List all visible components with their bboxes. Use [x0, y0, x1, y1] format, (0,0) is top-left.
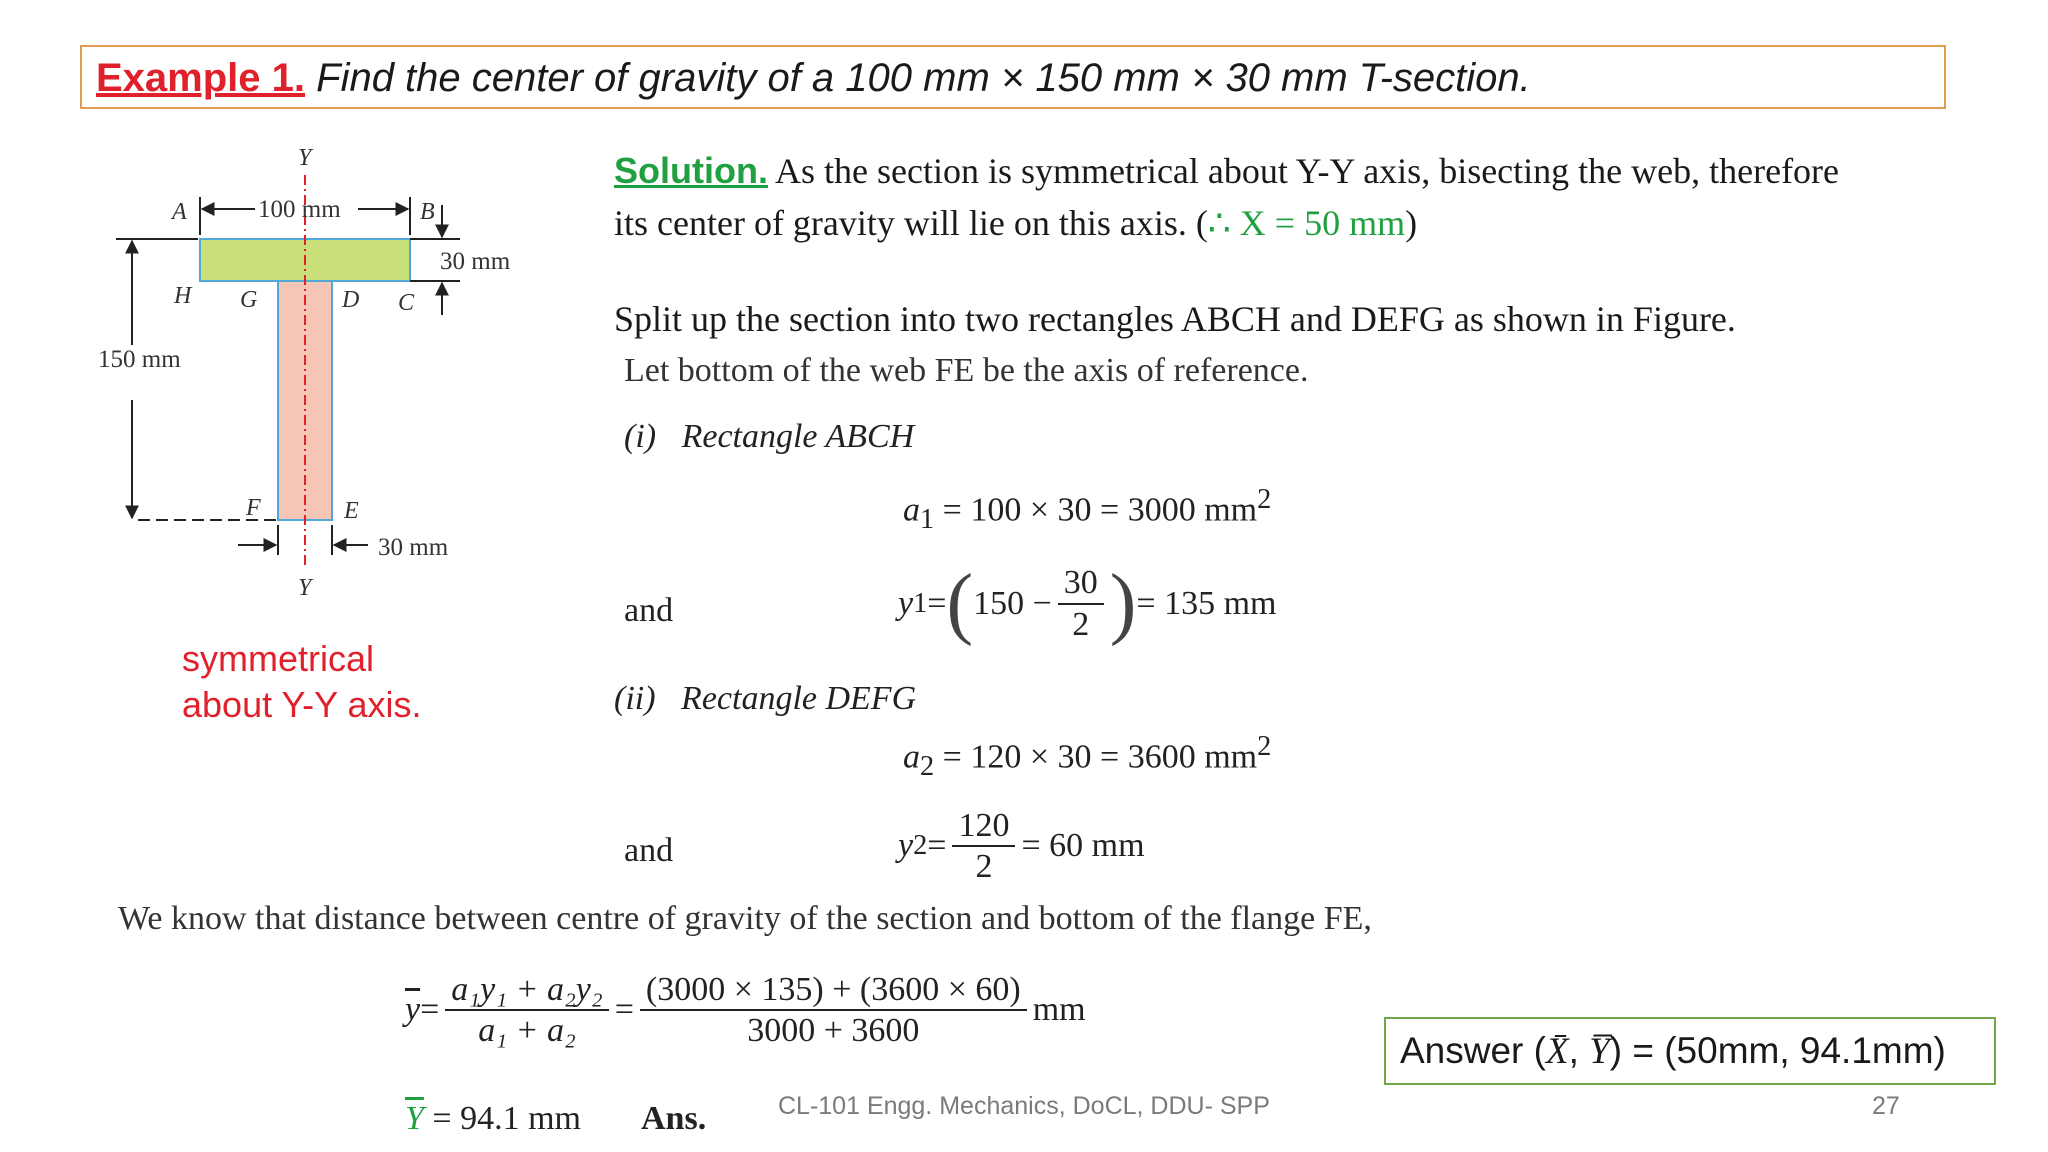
y1-sub: 1 — [913, 587, 928, 619]
label-h: H — [174, 283, 192, 309]
y1-open: 150 − — [973, 584, 1052, 622]
rect2-and: and — [624, 832, 674, 869]
symmetry-note-line2: about Y-Y axis. — [182, 684, 422, 726]
dim-30mm-top: 30 mm — [440, 248, 511, 275]
frac1-den: a₁ + a₂ — [478, 1012, 576, 1050]
y1-result: = 135 mm — [1136, 584, 1277, 622]
distance-line: We know that distance between centre of gravity of the section and bottom of the flange FE, — [118, 900, 1372, 937]
a2-sub: 2 — [920, 751, 935, 783]
solution-text-2: its center of gravity will lie on this axis. ( — [614, 203, 1208, 243]
a2-rhs: = 120 × 30 = 3600 mm — [934, 738, 1258, 776]
split-line: Split up the section into two rectangles ABCH and DEFG as shown in Figure. — [614, 299, 1736, 339]
ybar-result-symbol: $\overline{Y}$ — [405, 1100, 424, 1137]
t-section-figure — [80, 135, 600, 615]
rect2-heading — [614, 680, 916, 718]
rect1-heading — [624, 418, 914, 456]
ans-label: Ans. — [641, 1100, 707, 1137]
solution-paren: ) — [1405, 203, 1418, 243]
label-g: G — [240, 287, 258, 313]
y2-symbol: y — [898, 827, 914, 865]
label-a: A — [172, 199, 187, 225]
a1-rhs: = 100 × 30 = 3000 mm — [934, 491, 1258, 529]
example-text: Find the center of gravity of a 100 mm × 150 mm × 30 mm T-section. — [305, 56, 1531, 100]
ybar-unit: mm — [1032, 991, 1086, 1029]
rect1-num: (i) — [624, 418, 657, 455]
answer-x-symbol: X̄ — [1545, 1031, 1569, 1072]
a2-symbol: a — [903, 738, 920, 776]
rect2-num: (ii) — [614, 680, 656, 717]
a2-sup: 2 — [1257, 731, 1272, 762]
y2-result: = 60 mm — [1021, 827, 1145, 865]
answer-text — [1400, 1030, 1946, 1073]
ybar-eq-1: = — [420, 991, 440, 1029]
rect1-y-eq: y 1 = ( 150 − $\frac{30}{2}$ ) = 135 mm — [898, 559, 1277, 647]
xbar-value: ∴ X = 50 mm — [1207, 203, 1406, 243]
label-y-top: Y — [298, 145, 312, 171]
dim-30mm-bottom: 30 mm — [378, 534, 449, 561]
page-number: 27 — [1872, 1092, 1900, 1120]
frac2-den: 3000 + 3600 — [747, 1012, 920, 1050]
rect2-area-eq — [903, 731, 1271, 783]
rect1-and: and — [624, 592, 674, 629]
rect1-title: Rectangle ABCH — [681, 418, 915, 455]
rect2-y-eq — [898, 806, 1145, 886]
ybar-result — [405, 1100, 706, 1138]
dim-100mm: 100 mm — [258, 196, 341, 223]
a1-sub: 1 — [920, 504, 935, 536]
example-title — [96, 56, 1531, 101]
y2-sub: 2 — [913, 830, 928, 862]
ybar-symbol: $\overline{y}$ — [405, 991, 421, 1029]
answer-y-symbol: Y̅ — [1589, 1031, 1610, 1072]
label-f: F — [246, 495, 261, 521]
ybar-result-text: = 94.1 mm — [423, 1100, 581, 1137]
y2-eq: = — [927, 827, 947, 865]
y1-num: 30 — [1058, 563, 1104, 604]
solution-line1 — [614, 150, 1839, 192]
a1-sup: 2 — [1257, 484, 1272, 515]
label-c: C — [398, 290, 415, 316]
solution-line2 — [614, 202, 1417, 244]
label-d: D — [342, 287, 360, 313]
label-y-bottom: Y — [298, 575, 312, 601]
y1-den: 2 — [1072, 605, 1090, 643]
ybar-eq-2: = — [614, 991, 634, 1029]
frac1-num: a₁y₁ + a₂y₂ — [445, 970, 608, 1011]
footer-course: CL-101 Engg. Mechanics, DoCL, DDU- SPP — [778, 1092, 1270, 1120]
symmetry-note — [182, 636, 422, 728]
solution-label: Solution. — [614, 150, 768, 191]
rect2-title: Rectangle DEFG — [681, 680, 917, 717]
y2-den: 2 — [975, 848, 993, 886]
dim-150mm: 150 mm — [98, 346, 181, 373]
y1-eq: = — [927, 584, 947, 622]
symmetry-note-line1: symmetrical — [182, 638, 375, 679]
label-b: B — [420, 199, 435, 225]
example-label: Example 1. — [96, 56, 306, 100]
answer-comma: , — [1568, 1030, 1590, 1071]
y2-num: 120 — [952, 806, 1015, 847]
label-e: E — [344, 498, 359, 524]
a1-symbol: a — [903, 491, 920, 529]
y1-symbol: y — [898, 584, 914, 622]
ybar-equation — [405, 970, 1086, 1050]
reference-line: Let bottom of the web FE be the axis of reference. — [624, 352, 1309, 389]
solution-text-1: As the section is symmetrical about Y-Y axis, bisecting the web, therefore — [767, 151, 1840, 191]
frac2-num: (3000 × 135) + (3600 × 60) — [640, 970, 1027, 1011]
answer-prefix: Answer ( — [1400, 1030, 1546, 1071]
rect1-area-eq — [903, 484, 1271, 536]
answer-suffix: ) = (50mm, 94.1mm) — [1609, 1030, 1946, 1071]
